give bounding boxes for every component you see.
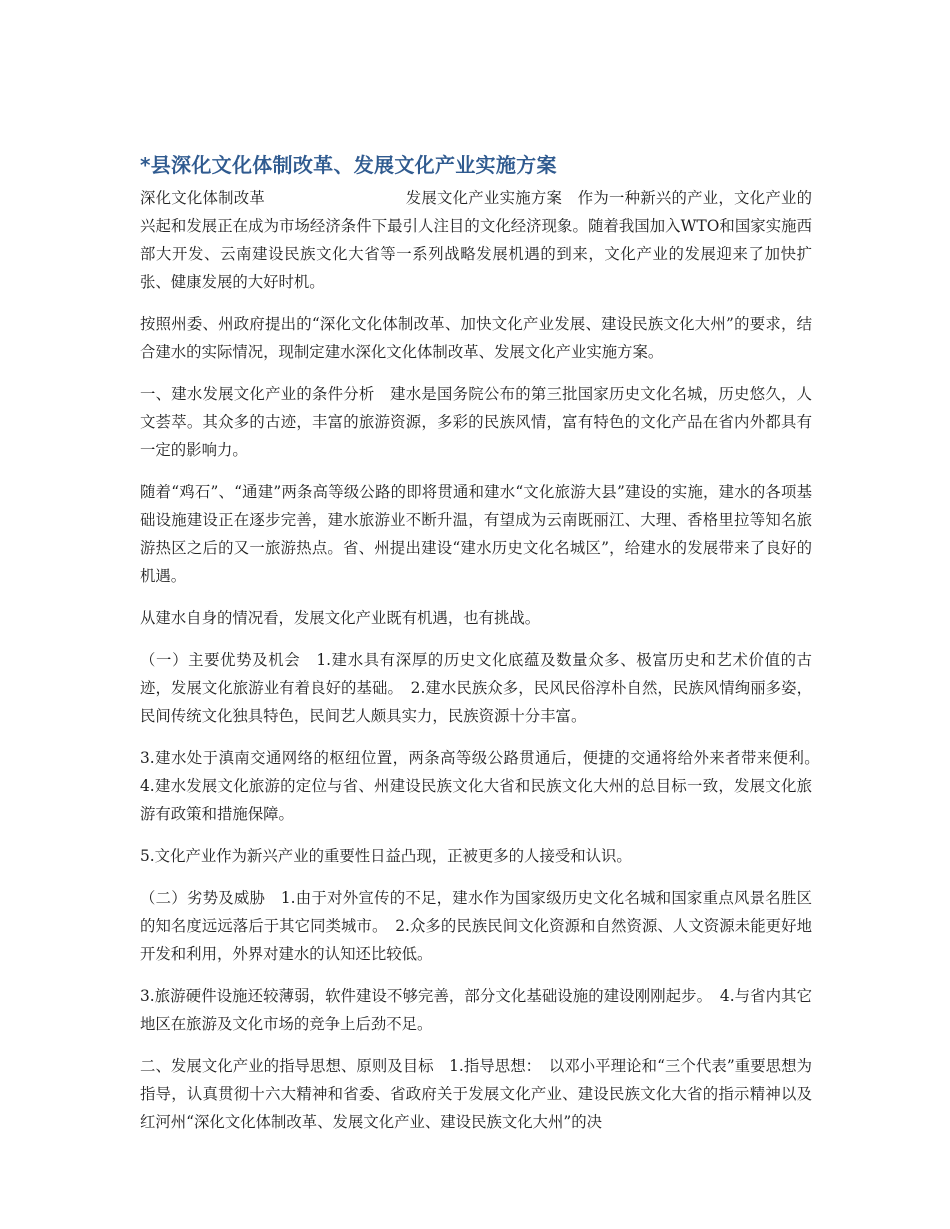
- paragraph-requirements: 按照州委、州政府提出的“深化文化体制改革、加快文化产业发展、建设民族文化大州”的要求，结合建水的实际情况，现制定建水深化文化体制改革、发展文化产业实施方案。: [140, 315, 812, 361]
- paragraph-advantages-continued: 3.建水处于滇南交通网络的枢纽位置，两条高等级公路贯通后，便捷的交通将给外来者带来便利。 4.建水发展文化旅游的定位与省、州建设民族文化大省和民族文化大州的总目标一致，发展文化旅游有政策和措施保障。: [140, 749, 828, 823]
- paragraph-weaknesses-continued: 3.旅游硬件设施还较薄弱，软件建设不够完善，部分文化基础设施的建设刚刚起步。 4.与省内其它地区在旅游及文化市场的竞争上后劲不足。: [140, 987, 812, 1033]
- paragraph-weaknesses: （二）劣势及威胁 1.由于对外宣传的不足，建水作为国家级历史文化名城和国家重点风景名胜区的知名度远远落后于其它同类城市。 2.众多的民族民间文化资源和自然资源、人文资源未能更好地开发和利用，外界对建水的认知还比较低。: [140, 889, 812, 963]
- paragraph-condition-analysis: 一、建水发展文化产业的条件分析 建水是国务院公布的第三批国家历史文化名城，历史悠久，人文荟萃。其众多的古迹，丰富的旅游资源，多彩的民族风情，富有特色的文化产品在省内外都具有一定的影响力。: [140, 385, 812, 459]
- paragraph-intro: 深化文化体制改革 发展文化产业实施方案 作为一种新兴的产业，文化产业的兴起和发展正在成为市场经济条件下最引人注目的文化经济现象。随着我国加入WTO和国家实施西部大开发、云南建设民族文化大省等一系列战略发展机遇的到来，文化产业的发展迎来了加快扩张、健康发展的大好时机。: [140, 189, 812, 291]
- document-page: [140, 150, 828, 1150]
- paragraph-advantages: （一）主要优势及机会 1.建水具有深厚的历史文化底蕴及数量众多、极富历史和艺术价值的古迹，发展文化旅游业有着良好的基础。 2.建水民族众多，民风民俗淳朴自然，民族风情绚丽多姿，民间传统文化独具特色，民间艺人颇具实力，民族资源十分丰富。: [140, 651, 812, 725]
- paragraph-opportunity-challenge: 从建水自身的情况看，发展文化产业既有机遇，也有挑战。: [140, 609, 541, 627]
- paragraph-advantage-5: 5.文化产业作为新兴产业的重要性日益凸现，正被更多的人接受和认识。: [140, 847, 632, 865]
- document-title: *县深化文化体制改革、发展文化产业实施方案: [140, 153, 557, 177]
- paragraph-highways: 随着“鸡石”、“通建”两条高等级公路的即将贯通和建水“文化旅游大县”建设的实施，建水的各项基础设施建设正在逐步完善，建水旅游业不断升温，有望成为云南既丽江、大理、香格里拉等知名旅游热区之后的又一旅游热点。省、州提出建设“建水历史文化名城区”，给建水的发展带来了良好的机遇。: [140, 483, 812, 585]
- paragraph-guiding-principles: 二、发展文化产业的指导思想、原则及目标 1.指导思想： 以邓小平理论和“三个代表”重要思想为指导，认真贯彻十六大精神和省委、省政府关于发展文化产业、建设民族文化大省的指示精神以及红河州“深化文化体制改革、发展文化产业、建设民族文化大州”的决: [140, 1057, 812, 1131]
